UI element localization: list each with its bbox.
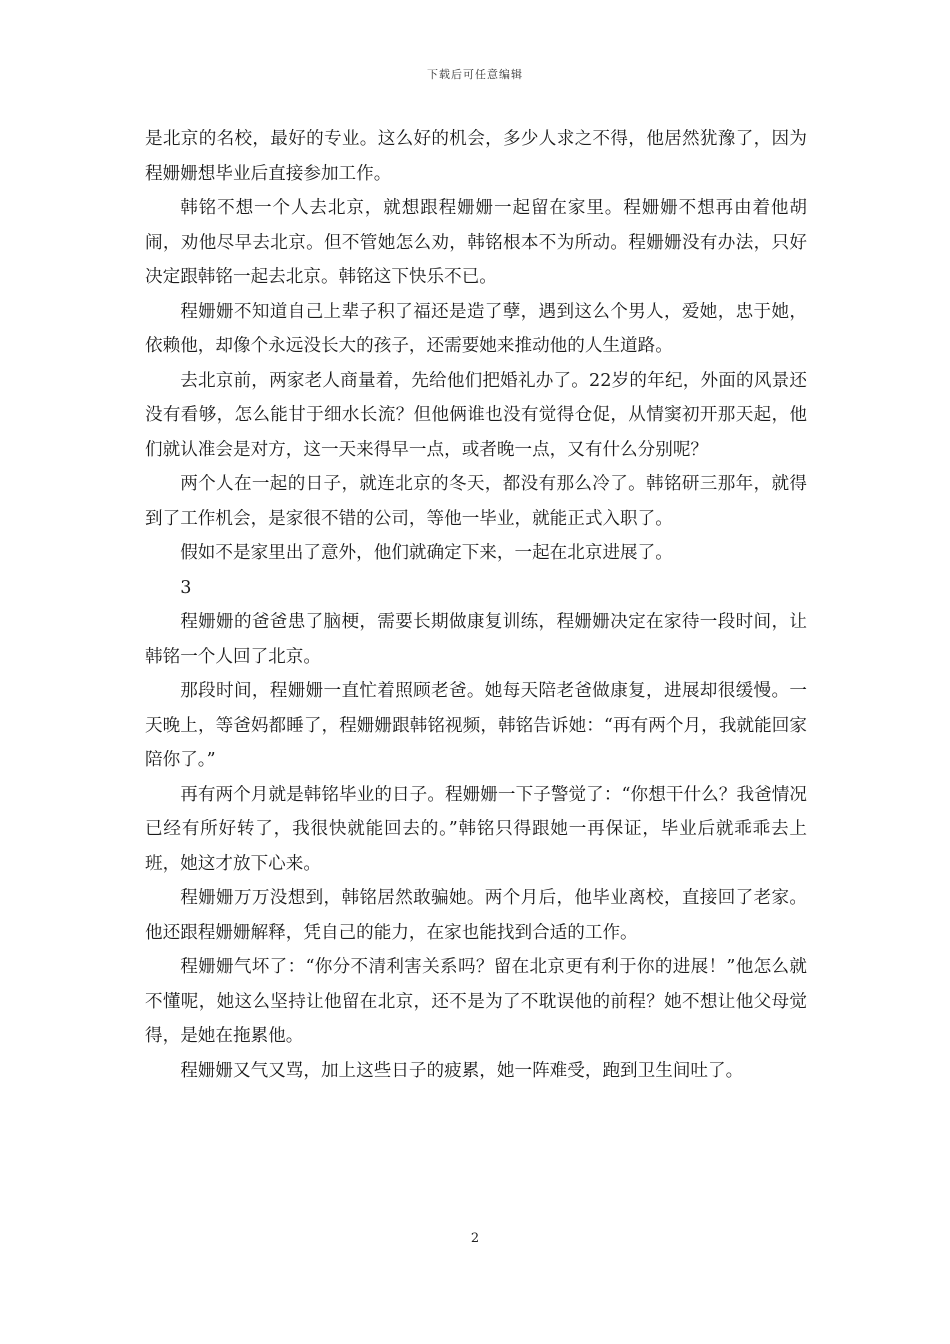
document-body (145, 122, 807, 1088)
paragraph: 去北京前，两家老人商量着，先给他们把婚礼办了。22岁的年纪，外面的风景还没有看够，怎么能甘于细水长流？但他俩谁也没有觉得仓促，从情窦初开那天起，他们就认准会是对方，这一天来得早一点，或者晚一点，又有什么分别呢？ (145, 370, 807, 460)
paragraph: 两个人在一起的日子，就连北京的冬天，都没有那么冷了。韩铭研三那年，就得到了工作机会，是家很不错的公司，等他一毕业，就能正式入职了。 (145, 474, 807, 529)
paragraph: 那段时间，程姗姗一直忙着照顾老爸。她每天陪老爸做康复，进展却很缓慢。一天晚上，等爸妈都睡了，程姗姗跟韩铭视频，韩铭告诉她：“再有两个月，我就能回家陪你了。” (145, 681, 807, 770)
paragraph: 假如不是家里出了意外，他们就确定下来，一起在北京进展了。 (180, 543, 673, 563)
section-number: 3 (180, 577, 192, 598)
paragraph: 程姗姗气坏了：“你分不清利害关系吗？留在北京更有利于你的进展！”他怎么就不懂呢，她这么坚持让他留在北京，还不是为了不耽误他的前程？她不想让他父母觉得，是她在拖累他。 (145, 957, 807, 1046)
paragraph: 程姗姗的爸爸患了脑梗，需要长期做康复训练，程姗姗决定在家待一段时间，让韩铭一个人回了北京。 (145, 612, 807, 667)
paragraph: 程姗姗不知道自己上辈子积了福还是造了孽，遇到这么个男人，爱她，忠于她，依赖他，却像个永远没长大的孩子，还需要她来推动他的人生道路。 (145, 301, 807, 356)
paragraph: 程姗姗万万没想到，韩铭居然敢骗她。两个月后，他毕业离校，直接回了老家。他还跟程姗姗解释，凭自己的能力，在家也能找到合适的工作。 (145, 888, 807, 943)
paragraph: 韩铭不想一个人去北京，就想跟程姗姗一起留在家里。程姗姗不想再由着他胡闹，劝他尽早去北京。但不管她怎么劝，韩铭根本不为所动。程姗姗没有办法，只好决定跟韩铭一起去北京。韩铭这下快乐不已。 (145, 198, 807, 287)
page-number: 2 (470, 1231, 480, 1246)
paragraph: 程姗姗又气又骂，加上这些日子的疲累，她一阵难受，跑到卫生间吐了。 (180, 1060, 744, 1081)
paragraph: 再有两个月就是韩铭毕业的日子。程姗姗一下子警觉了：“你想干什么？我爸情况已经有所好转了，我很快就能回去的。”韩铭只得跟她一再保证，毕业后就乖乖去上班，她这才放下心来。 (145, 784, 807, 874)
page-header: 下载后可任意编辑 (427, 68, 523, 81)
paragraph: 是北京的名校，最好的专业。这么好的机会，多少人求之不得，他居然犹豫了，因为程姗姗想毕业后直接参加工作。 (145, 129, 807, 184)
